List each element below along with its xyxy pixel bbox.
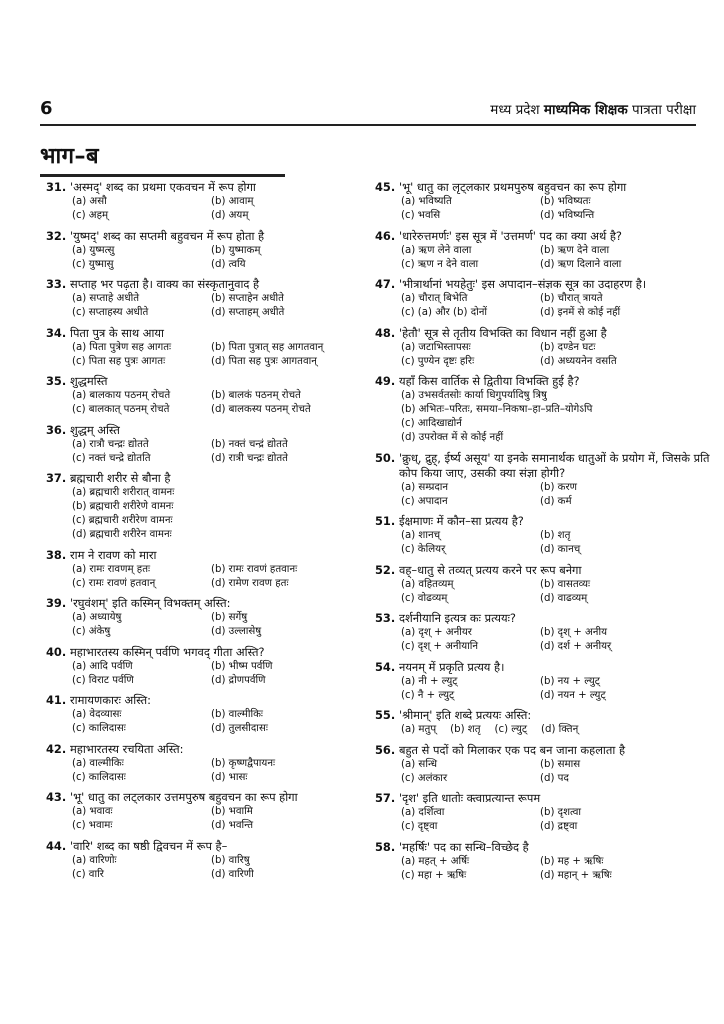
question-item: [375, 326, 710, 369]
answer-option: (d) सप्ताहम् अधीते: [211, 307, 285, 318]
answer-option: (a) वारिणोः: [72, 854, 117, 866]
question-text: शुद्धमस्ति: [70, 374, 108, 388]
question-item: [375, 563, 710, 606]
question-line: [46, 742, 371, 757]
question-text: ब्रह्मचारी शरीर से बौना है: [70, 471, 171, 485]
answer-option: (b) वारिषु: [211, 854, 250, 866]
question-item: [46, 277, 371, 320]
question-item: [375, 611, 710, 654]
answer-option: (d) उल्लासेषु: [211, 626, 262, 637]
question-line: [46, 229, 371, 244]
options-grid: [46, 563, 371, 591]
question-number: 38.: [46, 547, 67, 562]
answer-option: (b) रामः रावणं हतवानः: [211, 563, 298, 575]
question-item: [46, 596, 371, 639]
answer-option: (a) बालकाय पठनम् रोचते: [72, 390, 171, 401]
question-line: [375, 326, 710, 341]
options-grid: [46, 854, 371, 882]
answer-option: (a) ब्रह्मचारी शरीरात् वामनः: [72, 487, 175, 498]
answer-option: (d) पिता सह पुत्रः आगतवान्: [211, 355, 317, 367]
question-line: [375, 743, 710, 758]
answer-option: (b) वासतव्यः: [540, 578, 591, 590]
options-grid: [46, 708, 371, 736]
question-text: महाभारतस्य कस्मिन् पर्वणि भगवद् गीता अस्ति?: [70, 644, 265, 659]
question-text: पिता पुत्र के साथ आया: [70, 325, 164, 340]
question-number: 44.: [46, 838, 67, 853]
question-number: 40.: [46, 644, 67, 659]
options-grid: [375, 341, 710, 369]
options-grid: [375, 578, 710, 606]
answer-option: (a) उभसर्वतसोः कार्या धिगुपर्यादिषु त्रिषु: [401, 390, 547, 401]
question-line: [46, 471, 371, 486]
answer-option: (c) (a) और (b) दोनों: [401, 307, 488, 318]
question-line: [375, 451, 710, 481]
question-line: [375, 374, 710, 389]
options-grid: [375, 244, 710, 272]
answer-option: (b) सर्गेषु: [211, 612, 248, 623]
answer-option: (a) दर्शित्वा: [401, 807, 445, 818]
answer-option: (c) केलियर्: [401, 544, 446, 555]
question-line: [375, 229, 710, 244]
answer-option: (c) अलंकार: [401, 772, 448, 784]
question-item: [375, 451, 710, 509]
answer-option: (d) त्वयि: [211, 258, 246, 270]
question-line: [375, 514, 710, 529]
answer-option: (a) सप्ताहे अधीते: [72, 293, 140, 304]
question-number: 54.: [375, 659, 396, 674]
question-number: 41.: [46, 693, 67, 707]
question-number: 37.: [46, 471, 67, 485]
question-text: 'हेतौ' सूत्र से तृतीय विभक्ति का विधान नहीं हुआ है: [399, 325, 607, 340]
options-grid: [375, 481, 710, 509]
answer-option: (a) दृश् + अनीयर: [401, 627, 472, 638]
question-item: [46, 839, 371, 882]
options-grid: [46, 244, 371, 272]
answer-option: (d) वारिणी: [211, 868, 254, 880]
question-number: 31.: [46, 180, 67, 194]
answer-option: (b) ब्रह्मचारी शरीरेणे वामनः: [72, 501, 174, 512]
answer-option: (b) आवाम्: [211, 196, 254, 207]
answer-option: (b) बालकं पठनम् रोचते: [211, 390, 301, 401]
answer-option: (c) दृश् + अनीयानि: [401, 641, 479, 652]
options-grid: [375, 675, 710, 703]
answer-option: (c) सप्ताहस्य अधीते: [72, 307, 149, 318]
answer-option: (a) असौ: [72, 196, 107, 207]
answer-option: (d) दर्श + अनीयर्: [540, 641, 612, 652]
question-text: 'रघुवंशम्' इति कस्मिन् विभक्तम् अस्ति:: [70, 596, 231, 610]
question-item: [46, 180, 371, 223]
question-item: [375, 277, 710, 320]
question-number: 34.: [46, 325, 67, 340]
question-item: [46, 229, 371, 272]
answer-option: (d) तुलसीदासः: [211, 723, 268, 734]
question-item: [46, 645, 371, 688]
answer-option: (d) कानच्: [540, 544, 581, 555]
answer-option: (a) जटाभिस्तापसः: [401, 341, 471, 353]
options-grid: [375, 389, 710, 445]
answer-option: (c) ब्रह्मचारी शरीरेण वामनः: [72, 515, 173, 526]
answer-option: (d) नयन + ल्युट्: [540, 689, 606, 701]
question-item: [46, 423, 371, 466]
question-line: [375, 840, 710, 855]
answer-option: (c) अपादान: [401, 495, 448, 507]
options-grid: [375, 855, 710, 883]
question-line: [46, 423, 371, 438]
answer-option: (b) ऋण देने वाला: [540, 244, 610, 256]
options-grid: [375, 723, 710, 737]
question-number: 58.: [375, 839, 396, 854]
page-number: 6: [40, 98, 53, 119]
answer-option: (a) युष्मत्सु: [72, 244, 115, 256]
question-number: 46.: [375, 228, 396, 243]
question-item: [375, 743, 710, 786]
options-grid: [46, 805, 371, 833]
answer-option: (b) नक्तं चन्द्रं द्योतते: [211, 438, 288, 450]
answer-option: (c) महा + ऋषिः: [401, 869, 467, 881]
options-grid: [375, 529, 710, 557]
answer-option: (d) भविष्यन्ति: [540, 210, 595, 221]
answer-option: (a) चौरात् बिभेति: [401, 293, 468, 304]
question-line: [375, 563, 710, 578]
question-line: [46, 374, 371, 389]
answer-option: (c) वारि: [72, 868, 104, 880]
question-number: 53.: [375, 611, 396, 625]
options-grid: [46, 195, 371, 223]
question-line: [375, 611, 710, 626]
question-text: यहाँ किस वार्तिक से द्वितीया विभक्ति हुई है?: [399, 374, 580, 388]
question-number: 48.: [375, 325, 396, 340]
question-number: 57.: [375, 791, 396, 805]
answer-option: (b) समास: [540, 758, 581, 770]
options-grid: [375, 806, 710, 834]
question-text: वह्–धातु से तव्यत् प्रत्यय करने पर रूप बनेगा: [399, 562, 582, 577]
question-line: [375, 660, 710, 675]
answer-option: (c) पिता सह पुत्रः आगतः: [72, 355, 166, 367]
question-number: 49.: [375, 374, 396, 388]
answer-option: (c) भवसि: [401, 210, 441, 221]
page-header: [40, 96, 696, 126]
answer-option: (c) ऋण न देने वाला: [401, 258, 479, 270]
options-grid: [46, 438, 371, 466]
question-text: बहुत से पदों को मिलाकर एक पद बन जाना कहलाता है: [399, 742, 625, 757]
answer-option: (c) अहम्: [72, 210, 109, 221]
answer-option: (a) महत् + अर्षिः: [401, 855, 470, 867]
answer-option: (b) करण: [540, 481, 578, 493]
question-number: 52.: [375, 562, 396, 577]
answer-option: (d) उपरोक्त में से कोई नहीं: [401, 432, 504, 443]
answer-option: (d) बालकस्य पठनम् रोचते: [211, 404, 311, 415]
question-text: 'वारि' शब्द का षष्ठी द्विवचन में रूप है–: [70, 838, 228, 853]
answer-option: (a) ऋण लेने वाला: [401, 244, 472, 256]
answer-option: (d) वाढव्यम्: [540, 592, 588, 604]
question-number: 51.: [375, 514, 396, 528]
question-number: 55.: [375, 708, 396, 722]
question-item: [46, 790, 371, 833]
question-line: [375, 708, 710, 723]
question-number: 43.: [46, 790, 67, 804]
answer-option: (a) भवावः: [72, 806, 113, 817]
question-number: 36.: [46, 422, 67, 437]
right-question-column: [375, 180, 710, 888]
question-text: 'क्रुध्, द्रुह्, ईर्ष्य असूय' या इनके समानार्थक धातुओं के प्रयोग में, जिसके प्रति कोप किया जाए, उसकी क्या संज्ञा होगी?: [399, 450, 710, 480]
answer-option: (c) ल्युट्: [494, 724, 528, 735]
question-text: रामायणकारः अस्ति:: [70, 693, 151, 707]
question-line: [375, 180, 710, 195]
answer-option: (a) आदि पर्वणि: [72, 660, 133, 672]
answer-option: (b) शतृ: [540, 530, 571, 541]
question-line: [46, 326, 371, 341]
answer-option: (d) ब्रह्मचारी शरीरेन वामनः: [72, 529, 172, 540]
question-text: ईक्षमाणः में कौन–सा प्रत्यय है?: [399, 514, 524, 528]
question-text: 'भीत्रार्थानां भयहेतुः' इस अपादान–संज्ञक सूत्र का उदाहरण है।: [399, 277, 647, 291]
question-item: [46, 742, 371, 785]
answer-option: (c) नै + ल्युट्: [401, 689, 455, 701]
answer-option: (d) क्तिन्: [541, 724, 579, 735]
answer-option: (a) रात्रौ चन्द्रः द्योतते: [72, 438, 149, 450]
question-text: 'भू' धातु का लृट्लकार प्रथमपुरुष बहुवचन का रूप होगा: [399, 180, 627, 194]
question-text: महाभारतस्य रचयिता अस्ति:: [70, 741, 184, 756]
answer-option: (a) पिता पुत्रेण सह आगतः: [72, 341, 172, 353]
options-grid: [46, 757, 371, 785]
answer-option: (b) चौरात् त्रायते: [540, 293, 603, 304]
question-line: [46, 277, 371, 292]
running-title: मध्य प्रदेश माध्यमिक शिक्षक पात्रता परीक्षा: [490, 102, 696, 118]
question-line: [46, 548, 371, 563]
answer-option: (d) भासः: [211, 771, 248, 783]
answer-option: (d) भवन्ति: [211, 820, 254, 831]
answer-option: (b) मह + ऋषिः: [540, 855, 604, 867]
answer-option: (c) बालकात् पठनम् रोचते: [72, 404, 170, 415]
answer-option: (d) अध्ययनेन वसति: [540, 355, 617, 367]
options-grid: [46, 389, 371, 417]
question-item: [46, 374, 371, 417]
question-item: [375, 791, 710, 834]
question-item: [375, 660, 710, 703]
answer-option: (c) अंकेषु: [72, 626, 111, 637]
question-line: [46, 693, 371, 708]
answer-option: (b) दृशत्वा: [540, 807, 581, 818]
answer-option: (a) सन्धि: [401, 758, 438, 770]
question-text: 'दृश' इति धातोः क्त्वाप्रत्यान्त रूपम: [399, 791, 541, 805]
answer-option: (c) दृष्ट्वा: [401, 821, 438, 832]
answer-option: (c) आदिखाद्योर्न: [401, 418, 462, 429]
question-text: 'महर्षिः' पद का सन्धि–विच्छेद है: [399, 839, 529, 854]
question-number: 50.: [375, 450, 396, 465]
options-grid: [46, 611, 371, 639]
answer-option: (c) रामः रावणं हतवान्: [72, 577, 156, 589]
question-line: [375, 277, 710, 292]
answer-option: (b) दण्डेन घटः: [540, 341, 596, 353]
question-item: [375, 514, 710, 557]
answer-option: (a) वाल्मीकिः: [72, 757, 124, 769]
question-number: 32.: [46, 228, 67, 243]
answer-option: (d) द्रोणपर्वणि: [211, 674, 266, 686]
answer-option: (a) सम्प्रदान: [401, 481, 449, 493]
options-grid: [375, 758, 710, 786]
answer-option: (c) कालिदासः: [72, 723, 126, 734]
answer-option: (c) युष्मासु: [72, 258, 114, 270]
question-item: [375, 229, 710, 272]
options-grid: [46, 486, 371, 542]
options-grid: [375, 195, 710, 223]
answer-option: (d) रात्री चन्द्रः द्योतते: [211, 452, 288, 464]
question-number: 39.: [46, 596, 67, 610]
answer-option: (d) इनमें से कोई नहीं: [540, 307, 621, 318]
question-number: 35.: [46, 374, 67, 388]
answer-option: (a) नी + ल्युट्: [401, 675, 458, 687]
question-text: शुद्धम् अस्ति: [70, 422, 120, 437]
question-item: [375, 180, 710, 223]
answer-option: (b) भवामि: [211, 806, 253, 817]
question-item: [46, 693, 371, 736]
answer-option: (a) भविष्यति: [401, 196, 452, 207]
answer-option: (b) युष्माकम्: [211, 244, 261, 256]
question-item: [375, 840, 710, 883]
question-text: राम ने रावण को मारा: [70, 547, 157, 562]
question-item: [375, 708, 710, 737]
answer-option: (d) महान् + ऋषिः: [540, 869, 612, 881]
question-line: [375, 791, 710, 806]
question-line: [46, 645, 371, 660]
question-text: 'भू' धातु का लट्लकार उत्तमपुरुष बहुवचन का रूप होगा: [70, 790, 298, 804]
left-question-column: [46, 180, 371, 887]
question-number: 45.: [375, 180, 396, 194]
answer-option: (c) कालिदासः: [72, 771, 126, 783]
answer-option: (d) रामेण रावण हतः: [211, 577, 289, 589]
options-grid: [375, 626, 710, 654]
answer-option: (a) अध्यायेषु: [72, 612, 122, 623]
question-text: 'धारेरुत्तमर्णः' इस सूत्र में 'उत्तमर्ण' पद का क्या अर्थ है?: [399, 228, 622, 243]
question-line: [46, 839, 371, 854]
question-text: 'श्रीमान्' इति शब्दे प्रत्ययः अस्ति:: [399, 708, 532, 722]
question-number: 56.: [375, 742, 396, 757]
question-text: सप्ताह भर पढ़ता है। वाक्य का संस्कृतानुवाद है: [70, 277, 260, 291]
answer-option: (d) पद: [540, 772, 569, 784]
answer-option: (a) शानच्: [401, 530, 441, 541]
options-grid: [46, 341, 371, 369]
section-underline: [40, 174, 285, 177]
question-text: 'युष्मद्' शब्द का सप्तमी बहुवचन में रूप होता है: [70, 228, 265, 243]
answer-option: (a) वहितव्यम्: [401, 578, 454, 590]
section-title: भाग–ब: [40, 144, 100, 169]
answer-option: (c) वोढव्यम्: [401, 592, 448, 604]
question-item: [375, 374, 710, 445]
answer-option: (c) पुण्येन दृष्टः हरिः: [401, 355, 475, 367]
answer-option: (d) ऋण दिलाने वाला: [540, 258, 622, 270]
answer-option: (a) वेदव्यासः: [72, 709, 122, 720]
question-number: 47.: [375, 277, 396, 291]
question-line: [46, 180, 371, 195]
options-grid: [46, 292, 371, 320]
answer-option: (d) अयम्: [211, 210, 249, 221]
answer-option: (b) भविष्यतः: [540, 196, 591, 207]
answer-option: (b) दृश् + अनीय: [540, 627, 607, 638]
answer-option: (b) वाल्मीकिः: [211, 709, 263, 720]
answer-option: (b) भीष्म पर्वणि: [211, 660, 273, 672]
answer-option: (a) रामः रावणम् हतः: [72, 563, 151, 575]
question-line: [46, 596, 371, 611]
answer-option: (c) भवामः: [72, 820, 113, 831]
question-item: [46, 326, 371, 369]
question-item: [46, 548, 371, 591]
question-number: 42.: [46, 741, 67, 756]
answer-option: (b) नय + ल्युट्: [540, 675, 600, 687]
question-line: [46, 790, 371, 805]
question-item: [46, 471, 371, 542]
answer-option: (a) मतुप्: [401, 724, 437, 735]
options-grid: [375, 292, 710, 320]
options-grid: [46, 660, 371, 688]
header-rule: [40, 124, 696, 126]
answer-option: (c) विराट पर्वणि: [72, 674, 134, 686]
question-text: नयनम् में प्रकृति प्रत्यय है।: [399, 659, 505, 674]
answer-option: (d) द्रष्ट्वा: [540, 821, 578, 832]
question-text: 'अस्मद्' शब्द का प्रथमा एकवचन में रूप होगा: [70, 180, 256, 194]
answer-option: (b) सप्ताहेन अधीते: [211, 293, 284, 304]
answer-option: (b) अभितः–परितः, समया–निकषा–हा–प्रति–योगेऽपि: [401, 404, 593, 415]
question-number: 33.: [46, 277, 67, 291]
question-text: दर्शनीयानि इत्यत्र कः प्रत्ययः?: [399, 611, 516, 625]
answer-option: (b) शतृ: [450, 724, 481, 735]
answer-option: (d) कर्म: [540, 495, 572, 507]
answer-option: (b) पिता पुत्रात् सह आगतवान्: [211, 341, 324, 353]
answer-option: (b) कृष्णद्वैपायनः: [211, 757, 276, 769]
answer-option: (c) नक्तं चन्द्रे द्योतति: [72, 452, 151, 464]
